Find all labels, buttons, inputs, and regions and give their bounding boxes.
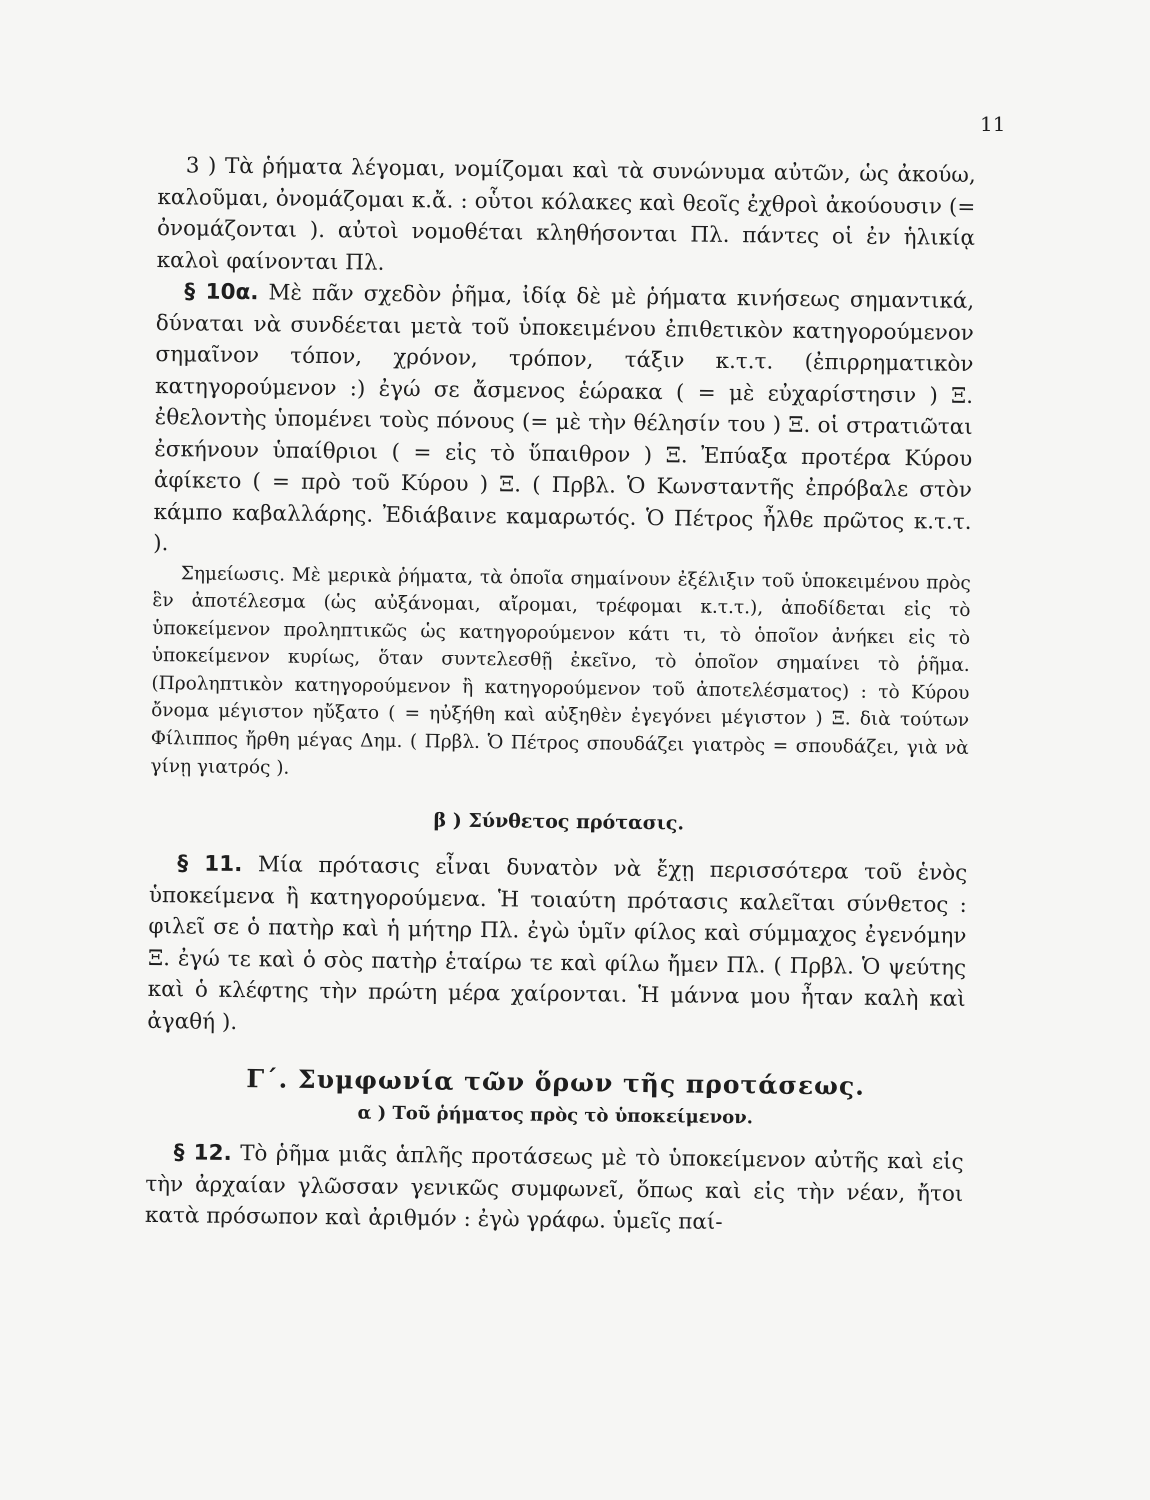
chapter-heading-agreement: Γ΄. Συμφωνία τῶν ὅρων τῆς προτάσεως. xyxy=(246,1064,866,1101)
paragraph-rule-3: 3 ) Τὰ ῥήματα λέγομαι, νομίζομαι καὶ τὰ συνώνυμα αὐτῶν, ὡς ἀκούω, καλοῦμαι, ὀνομάζομαι κ.ἄ. : οὗτοι κόλακες καὶ θεοῖς ἐχθροὶ ἀκούουσιν (= ὀνομάζονται ). αὐτοὶ νομοθέται κληθήσονται Πλ. πάντες οἱ ἐν ἡλικίᾳ καλοὶ φαίνονται Πλ. xyxy=(156,153,976,276)
section-text: Μὲ πᾶν σχεδὸν ῥῆμα, ἰδίᾳ δὲ μὲ ῥήματα κινήσεως σημαντικά, δύναται νὰ συνδέεται μετὰ τοῦ ὑποκειμένου ἐπιθετικὸν κατηγορούμενον σημαῖνον τόπον, χρόνον, τρόπον, τάξιν κ.τ.τ. (ἐπιρρηματικὸν κατηγορούμενον :) ἐγώ σε ἄσμενος ἑώρακα ( = μὲ εὐχαρίστησιν ) Ξ. ἐθελοντὴς ὑπομένει τοὺς πόνους (= μὲ τὴν θέλησίν του ) Ξ. οἱ στρατιῶται ἐσκήνουν ὑπαίθριοι ( = εἰς τὸ ὕπαιθρον ) Ξ. Ἐπύαξα προτέρα Κύρου ἀφίκετο ( = πρὸ τοῦ Κύρου ) Ξ. ( Πρβλ. Ὁ Κωνσταντῆς ἐπρόβαλε στὸν κάμπο καβαλλάρης. Ἐδιάβαινε καμαρωτός. Ὁ Πέτρος ἦλθε πρῶτος κ.τ.τ. ). xyxy=(153,280,975,557)
section-text: Μία πρότασις εἶναι δυνατὸν νὰ ἔχῃ περισσότερα τοῦ ἑνὸς ὑποκείμενα ἢ κατηγορούμενα. Ἡ τοιαύτη πρότασις καλεῖται σύνθετος : φιλεῖ σε ὁ πατὴρ καὶ ἡ μήτηρ Πλ. ἐγὼ ὑμῖν φίλος καὶ σύμμαχος ἐγενόμην Ξ. ἐγώ τε καὶ ὁ σὸς πατὴρ ἑταίρω τε καὶ φίλω ἤμεν Πλ. ( Πρβλ. Ὁ ψεύτης καὶ ὁ κλέφτης τὴν πρώτη μέρα χαίρονται. Ἡ μάννα μου ἦταν καλὴ καὶ ἀγαθή ). xyxy=(147,852,968,1035)
subheading-compound-clause: β ) Σύνθετος πρότασις. xyxy=(433,809,685,835)
paragraph-section-12 xyxy=(145,1137,964,1241)
note-paragraph: Σημείωσις. Μὲ μερικὰ ῥήματα, τὰ ὁποῖα σημαίνουν ἐξέλιξιν τοῦ ὑποκειμένου πρὸς ἓν ἀποτέλεσμα (ὡς αὐξάνομαι, αἴρομαι, τρέφομαι κ.τ.τ.), ἀποδίδεται εἰς τὸ ὑποκείμενον προληπτικῶς ὡς κατηγορούμενον κάτι τι, τὸ ὁποῖον ἀνήκει εἰς τὸ ὑποκείμενον κυρίως, ὅταν συντελεσθῇ ἐκεῖνο, τὸ ὁποῖον σημαίνει τὸ ῥῆμα. (Προληπτικὸν κατηγορούμενον ἢ κατηγορούμενον τοῦ ἀποτελέσματος) : τὸ Κύρου ὄνομα μέγιστον ηὔξατο ( = ηὐξήθη καὶ αὐξηθὲν ἐγεγόνει μέγιστον ) Ξ. διὰ τούτων Φίλιππος ἤρθη μέγας Δημ. ( Πρβλ. Ὁ Πέτρος σπουδάζει γιατρὸς = σπουδάζει, γιὰ νὰ γίνῃ γιατρός ). xyxy=(150,562,971,779)
text-body xyxy=(145,150,976,1242)
section-text: Τὸ ῥῆμα μιᾶς ἁπλῆς προτάσεως μὲ τὸ ὑποκείμενον αὐτῆς καὶ εἰς τὴν ἀρχαίαν γλῶσσαν γενικῶς συμφωνεῖ, ὅπως καὶ εἰς τὴν νέαν, ἤτοι κατὰ πρόσωπον καὶ ἀριθμόν : ἐγὼ γράφω. ὑμεῖς παί- xyxy=(144,1141,964,1236)
paragraph-section-10a xyxy=(153,276,974,569)
subheading-verb-subject: α ) Τοῦ ῥήματος πρὸς τὸ ὑποκείμενον. xyxy=(357,1102,754,1129)
section-number: § 12. xyxy=(173,1140,232,1167)
paragraph-section-11 xyxy=(147,848,967,1047)
section-number: § 11. xyxy=(177,851,243,878)
section-number: § 10α. xyxy=(184,279,259,306)
page-number: 11 xyxy=(980,112,1006,136)
